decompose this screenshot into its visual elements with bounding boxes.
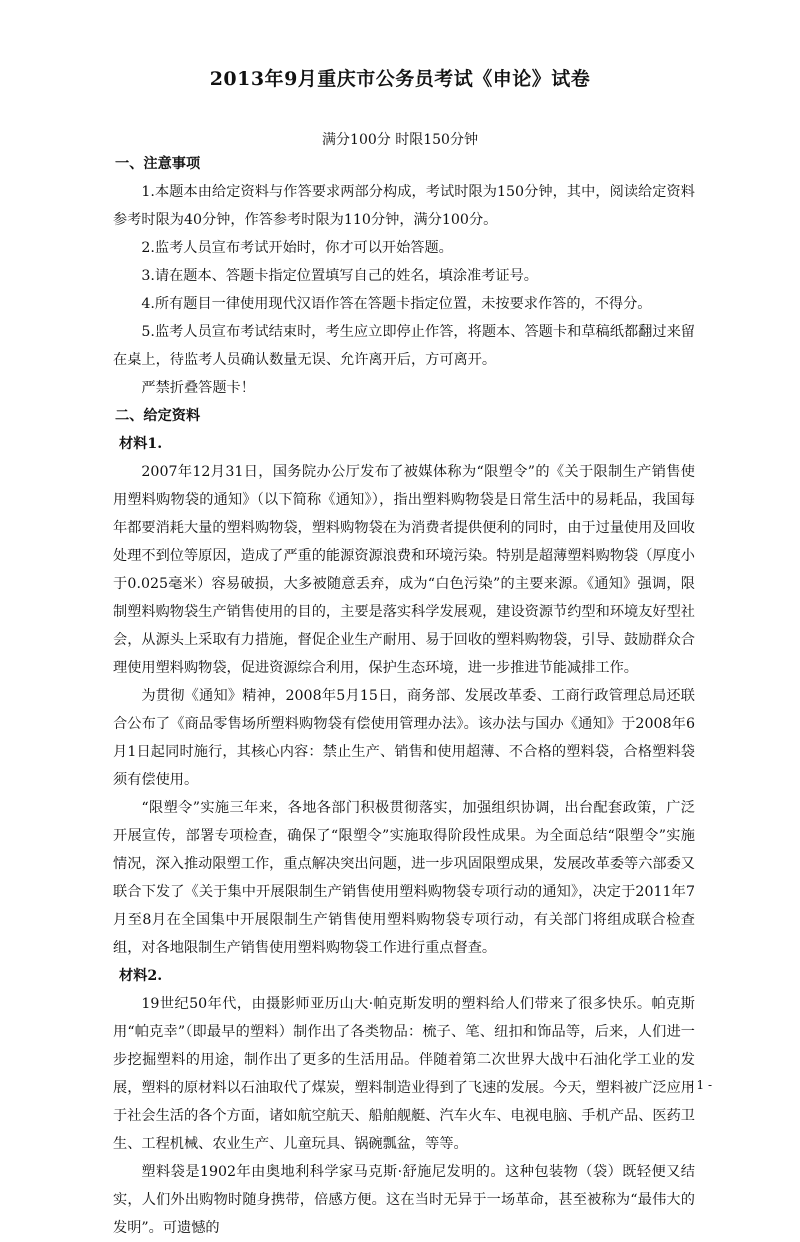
material-1-paragraph: “限塑令”实施三年来，各地各部门积极贯彻落实，加强组织协调，出台配套政策，广泛开展宣传，部署专项检查，确保了“限塑令”实施取得阶段性成果。为全面总结“限塑令”实施情况，深入推动限塑工作，重点解决突出问题，进一步巩固限塑成果，发展改革委等六部委又联合下发了《关于集中开展限制生产销售使用塑料购物袋专项行动的通知》，决定于2011年7月至8月在全国集中开展限制生产销售使用塑料购物袋专项行动，有关部门将组成联合检查组，对各地限制生产销售使用塑料购物袋工作进行重点督查。 (113, 800, 695, 956)
material-1-paragraph: 为贯彻《通知》精神，2008年5月15日，商务部、发展改革委、工商行政管理总局还联合公布了《商品零售场所塑料购物袋有偿使用管理办法》。该办法与国办《通知》于2008年6月1日起同时施行，其核心内容：禁止生产、销售和使用超薄、不合格的塑料袋，合格塑料袋须有偿使用。 (113, 688, 695, 788)
notice-item-4: 4.所有题目一律使用现代汉语作答在答题卡指定位置，未按要求作答的，不得分。 (141, 296, 652, 312)
material-2-label: 材料2. (119, 968, 163, 984)
document-body (113, 150, 695, 1242)
material-2-paragraph: 19世纪50年代，由摄影师亚历山大·帕克斯发明的塑料给人们带来了很多快乐。帕克斯用“帕克幸”（即最早的塑料）制作出了各类物品：梳子、笔、纽扣和饰品等，后来，人们进一步挖掘塑料的用途，制作出了更多的生活用品。伴随着第二次世界大战中石油化学工业的发展，塑料的原材料以石油取代了煤炭，塑料制造业得到了飞速的发展。今天，塑料被广泛应用于社会生活的各个方面，诸如航空航天、船舶舰艇、汽车火车、电视电脑、手机产品、医药卫生、工程机械、农业生产、儿童玩具、锅碗瓢盆，等等。 (113, 996, 695, 1152)
notice-warning: 严禁折叠答题卡！ (141, 380, 255, 396)
material-1-label: 材料1. (119, 436, 163, 452)
page-number: - 1 - (688, 1078, 712, 1092)
page-title: 2013年9月重庆市公务员考试《申论》试卷 (209, 68, 591, 90)
exam-subtitle: 满分100分 时限150分钟 (322, 132, 478, 148)
section-heading-materials: 二、给定资料 (115, 408, 201, 424)
notice-item-3: 3.请在题本、答题卡指定位置填写自己的姓名，填涂准考证号。 (141, 268, 538, 284)
material-2-paragraph: 塑料袋是1902年由奥地利科学家马克斯·舒施尼发明的。这种包装物（袋）既轻便又结实，人们外出购物时随身携带，倍感方便。这在当时无异于一场革命，甚至被称为“最伟大的发明”。可遗憾的 (113, 1164, 695, 1236)
material-1-paragraph: 2007年12月31日，国务院办公厅发布了被媒体称为“限塑令”的《关于限制生产销售使用塑料购物袋的通知》（以下简称《通知》），指出塑料购物袋是日常生活中的易耗品，我国每年都要消耗大量的塑料购物袋，塑料购物袋在为消费者提供便利的同时，由于过量使用及回收处理不到位等原因，造成了严重的能源资源浪费和环境污染。特别是超薄塑料购物袋（厚度小于0.025毫米）容易破损，大多被随意丢弃，成为“白色污染”的主要来源。《通知》强调，限制塑料购物袋生产销售使用的目的，主要是落实科学发展观，建设资源节约型和环境友好型社会，从源头上采取有力措施，督促企业生产耐用、易于回收的塑料购物袋，引导、鼓励群众合理使用塑料购物袋，促进资源综合利用，保护生态环境，进一步推进节能减排工作。 (113, 464, 695, 676)
notice-item-5: 5.监考人员宣布考试结束时，考生应立即停止作答，将题本、答题卡和草稿纸都翻过来留在桌上，待监考人员确认数量无误、允许离开后，方可离开。 (113, 324, 695, 368)
notice-item-1: 1.本题本由给定资料与作答要求两部分构成，考试时限为150分钟，其中，阅读给定资料参考时限为40分钟，作答参考时限为110分钟，满分100分。 (113, 184, 695, 228)
section-heading-notes: 一、注意事项 (115, 156, 201, 172)
notice-item-2: 2.监考人员宣布考试开始时，你才可以开始答题。 (141, 240, 453, 256)
